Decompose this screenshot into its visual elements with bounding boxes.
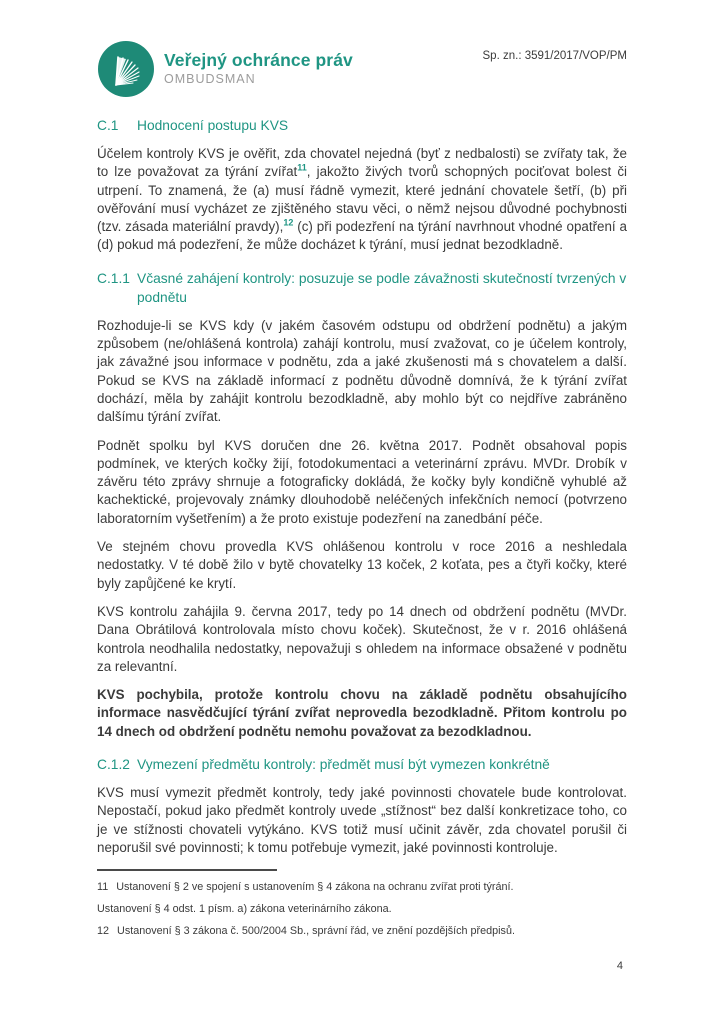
paragraph-1 [97, 145, 627, 255]
quill-fan-logo-icon [97, 40, 155, 98]
paragraph-1-text-c: (c) při podezření na týrání navrhnout vhodné opatření a (d) pokud má podezření, že může docházet k týrání, musí jednat bezodkladně. [97, 219, 627, 253]
org-subtitle: OMBUDSMAN [164, 72, 256, 86]
footnote-number: 12 [97, 925, 110, 938]
page-header [97, 40, 627, 98]
footnote-text: Ustanovení § 2 ve spojení s ustanovením § 4 zákona na ochranu zvířat proti týrání. [116, 881, 514, 894]
footnote-12 [97, 925, 627, 938]
footnote-text: Ustanovení § 3 zákona č. 500/2004 Sb., správní řád, ve znění pozdějších předpisů. [117, 925, 515, 938]
section-number: C.1.1 [97, 270, 130, 286]
footnote-11-continuation: Ustanovení § 4 odst. 1 písm. a) zákona veterinárního zákona. [97, 903, 392, 916]
section-heading-c11 [97, 269, 627, 307]
footnote-ref-11: 11 [297, 162, 307, 173]
paragraph-1-text-a: Účelem kontroly KVS je ověřit, zda chovatel nejedná (byť z nedbalosti) se zvířaty tak, že to lze považovat za týrání zvířat [97, 146, 627, 180]
section-heading-c12 [97, 755, 627, 774]
section-title: Hodnocení postupu KVS [137, 118, 289, 133]
paragraph-4: Ve stejném chovu provedla KVS ohlášenou kontrolu v roce 2016 a neshledala nedostatky. V té době žilo v bytě chovatelky 13 koček, 2 koťata, pes a čtyři kočky, které byly zapůjčené ke krytí. [97, 539, 627, 591]
section-title: Vymezení předmětu kontroly: předmět musí být vymezen konkrétně [137, 757, 550, 773]
section-title: Včasné zahájení kontroly: posuzuje se podle závažnosti skutečností tvrzených v podnětu [137, 270, 627, 305]
ombudsman-logo [97, 40, 353, 98]
brand-text [164, 50, 353, 88]
paragraph-6-conclusion: KVS pochybila, protože kontrolu chovu na základě podnětu obsahujícího informace nasvědčující týrání zvířat neprovedla bezodkladně. Přitom kontrolu po 14 dnech od obdržení podnětu nemohu považovat za bezodkladnou. [97, 687, 627, 739]
section-number: C.1.2 [97, 757, 130, 773]
paragraph-2: Rozhoduje-li se KVS kdy (v jakém časovém odstupu od obdržení podnětu) a jakým způsobem (ne/ohlášená kontrola) zahájí kontrolu, musí zvažovat, co je účelem kontroly, jak závažné jsou informace v podnětu, zda a jaké zkušenosti má s chovatelem a další. Pokud se KVS na základě informací z podnětu důvodně domnívá, že k týrání zvířat dochází, měla by zahájit kontrolu bezodkladně, aby mohlo být co nejdříve zabráněno dalšímu týrání zvířat. [97, 317, 627, 425]
footnote-ref-12: 12 [283, 217, 294, 228]
section-heading-c1 [97, 116, 627, 135]
section-number: C.1 [97, 118, 119, 133]
reference-number: Sp. zn.: 3591/2017/VOP/PM [482, 50, 627, 62]
paragraph-3: Podnět spolku byl KVS doručen dne 26. května 2017. Podnět obsahoval popis podmínek, ve kterých kočky žijí, fotodokumentaci a veterinární zprávu. MVDr. Drobík v závěru této zprávy shrnuje a fotograficky dokládá, že kočky byly kondičně vyhublé až kachektické, projevovaly známky dlouhodobě neléčených infekčních nemocí (potvrzeno laboratorním vyšetřením) a že proto existuje podezření na zanedbání péče. [97, 437, 627, 526]
footnote-separator [97, 869, 277, 871]
paragraph-7: KVS musí vymezit předmět kontroly, tedy jaké povinnosti chovatele bude kontrolovat. Nepostačí, pokud jako předmět kontroly uvede „stížnost“ bez další konkretizace toho, co je ve stížnosti chovateli vytýkáno. KVS totiž musí učinit závěr, zda chovatel porušil či neporušil své povinnosti; k tomu potřebuje vymezit, jaké povinnosti kontroluje. [97, 785, 627, 855]
org-name: Veřejný ochránce práv [164, 50, 353, 70]
document-content [97, 116, 627, 938]
paragraph-1-text-b: , jakožto živých tvorů schopných pociťovat bolest či utrpení. To znamená, že (a) musí řádně vymezit, které jednání chovatele šetří, (b) při ověřování musí vycházet ze zjištěného stavu věci, o němž nejsou důvodné pochybnosti (tzv. zásada materiální pravdy), [97, 164, 627, 235]
paragraph-5: KVS kontrolu zahájila 9. června 2017, tedy po 14 dnech od obdržení podnětu (MVDr. Dana Obrátilová kontrolovala místo chovu koček). Skutečnost, že v r. 2016 ohlášená kontrola neodhalila nedostatky, nepovažuji s ohledem na informace obsažené v podnětu za relevantní. [97, 603, 627, 674]
footnotes-section [97, 869, 627, 938]
page-number: 4 [616, 960, 623, 972]
footnote-11 [97, 881, 627, 894]
footnote-number: 11 [97, 881, 109, 894]
